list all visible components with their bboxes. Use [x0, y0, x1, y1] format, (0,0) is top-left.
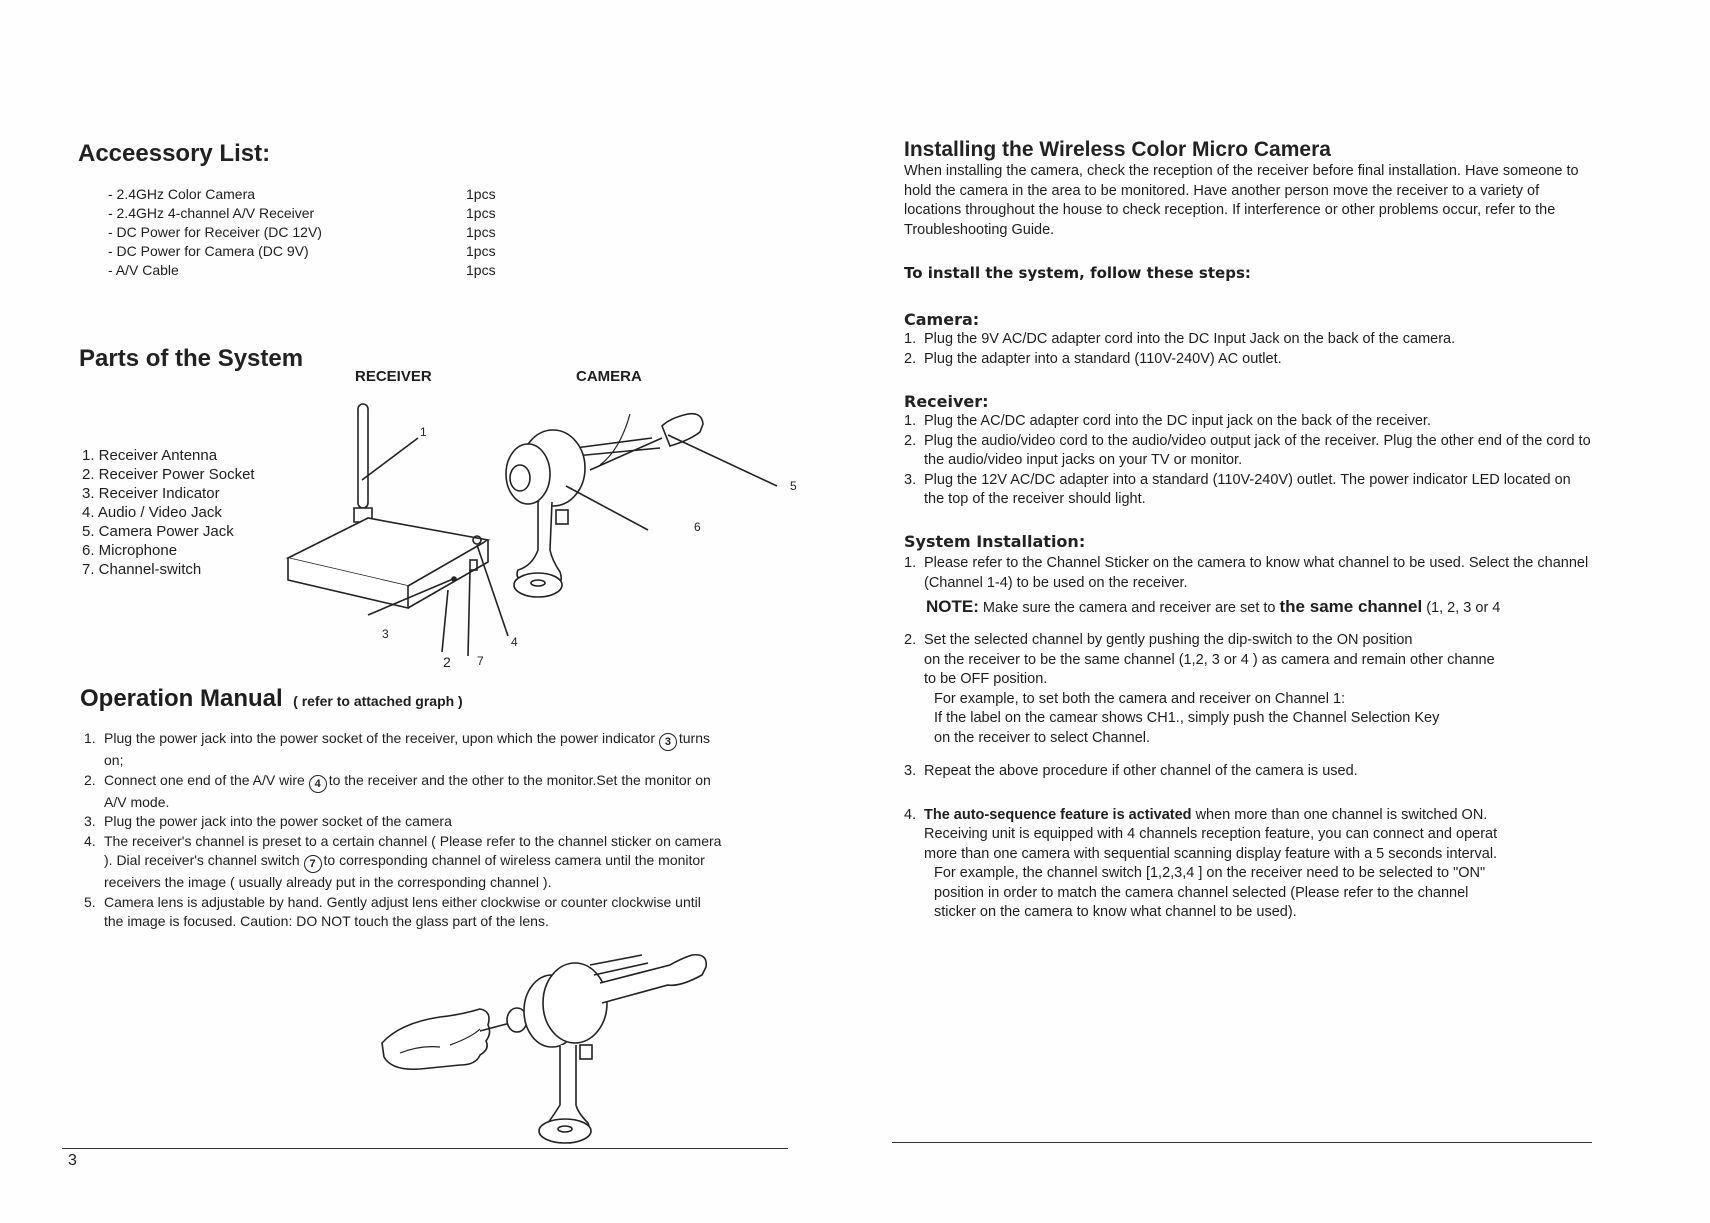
step-text: Plug the 9V AC/DC adapter cord into the DC Input Jack on the back of the camera.	[924, 331, 1456, 347]
list-item: 3. Receiver Indicator	[82, 485, 220, 502]
accessory-name: - DC Power for Camera (DC 9V)	[108, 243, 309, 259]
step-number: 4.	[904, 806, 917, 823]
step-number: 2.	[904, 350, 917, 367]
example-text: If the label on the camear shows CH1., simply push the Channel Selection Key	[934, 710, 1440, 726]
step-number: 3.	[84, 813, 96, 829]
callout-5: 5	[790, 479, 797, 493]
list-item	[904, 806, 1594, 923]
circled-number: 3	[659, 733, 677, 751]
step-text: more than one camera with sequential scanning display feature with a 5 seconds interval.	[924, 845, 1498, 862]
list-item	[904, 412, 1594, 432]
step-text: Plug the power jack into the power socket of the camera	[104, 813, 452, 829]
step-text: Plug the 12V AC/DC adapter into a standard (110V-240V) outlet. The power indicator LED located on the top of the receiver should light.	[924, 471, 1571, 507]
example-text: on the receiver to select Channel.	[934, 729, 1151, 746]
callout-4: 4	[511, 635, 518, 649]
list-item	[904, 471, 1594, 510]
step-text: when more than one channel is switched ON.	[1195, 806, 1488, 823]
lens-adjust-illustration	[380, 945, 740, 1145]
accessory-qty: 1pcs	[466, 186, 496, 202]
step-text: Receiving unit is equipped with 4 channels reception feature, you can connect and operat	[924, 826, 1498, 842]
list-item: 7. Channel-switch	[82, 561, 202, 578]
step-number: 1.	[904, 413, 917, 429]
list-item	[904, 350, 1604, 370]
list-item	[904, 432, 1594, 471]
step-number: 3.	[904, 763, 917, 779]
step-text: The receiver's channel is preset to a certain channel ( Please refer to the channel sticker on camera ). Dial receiver's channel switch	[104, 832, 722, 868]
callout-2: 2	[443, 654, 451, 670]
callout-6: 6	[694, 520, 701, 534]
list-item	[904, 330, 1604, 350]
callout-3: 3	[382, 627, 389, 641]
step-text: Set the selected channel by gently pushing the dip-switch to the ON position	[924, 632, 1413, 648]
list-item	[84, 832, 724, 893]
operation-steps	[84, 729, 724, 932]
example-text: position in order to match the camera channel selected (Please refer to the channel	[934, 884, 1469, 901]
install-intro: When installing the camera, check the reception of the receiver before final installation. Have someone to hold the camera in the area to be monitored. Have another person move the receiver to a variety of locations throughout the house to check reception. If interference or other problems occur, refer to the Troubleshooting Guide.	[904, 163, 1579, 238]
circled-number: 4	[309, 775, 327, 793]
accessory-row	[108, 223, 496, 242]
camera-drawing	[506, 414, 777, 597]
accessory-name: - 2.4GHz 4-channel A/V Receiver	[108, 205, 315, 221]
callout-1: 1	[420, 425, 427, 439]
camera-label: CAMERA	[576, 368, 642, 385]
list-item: 5. Camera Power Jack	[82, 523, 234, 540]
step-text: Connect one end of the A/V wire	[104, 771, 305, 788]
system-diagram	[270, 390, 810, 680]
step-number: 2.	[84, 771, 96, 788]
list-item	[84, 771, 724, 813]
step-text: Plug the AC/DC adapter cord into the DC input jack on the back of the receiver.	[924, 413, 1431, 429]
accessory-qty: 1pcs	[466, 262, 496, 278]
footer-rule-left	[62, 1148, 788, 1149]
parts-heading: Parts of the System	[79, 345, 304, 372]
camera-callouts	[694, 479, 797, 534]
camera-steps	[904, 330, 1604, 369]
step-text: to corresponding channel of wireless camera until the monitor receivers the image ( usually already put in the corresponding channel ).	[104, 852, 705, 890]
accessory-row	[108, 242, 496, 261]
list-item	[904, 762, 1594, 782]
step-text: on the receiver to be the same channel (1,2, 3 or 4 ) as camera and remain other channe	[924, 651, 1495, 668]
note-text: (1, 2, 3 or 4	[1426, 600, 1501, 616]
accessory-qty: 1pcs	[466, 205, 496, 221]
example-text: For example, the channel switch [1,2,3,4 ] on the receiver need to be selected to "ON"	[934, 865, 1486, 881]
step-number: 2.	[904, 632, 917, 648]
step-number: 5.	[84, 893, 96, 910]
step-text: turns on;	[104, 730, 710, 768]
list-item: 1. Receiver Antenna	[82, 447, 218, 464]
note-text: Make sure the camera and receiver are set to	[982, 600, 1276, 616]
hand-drawing	[382, 1009, 490, 1069]
note-line	[904, 597, 1594, 617]
step-text: Plug the adapter into a standard (110V-240V) AC outlet.	[924, 350, 1282, 367]
receiver-heading: Receiver:	[904, 392, 989, 411]
install-heading: Installing the Wireless Color Micro Camera	[904, 138, 1331, 161]
step-number: 1.	[904, 555, 917, 571]
step-number: 1.	[84, 730, 96, 746]
note-emphasis: the same channel	[1279, 597, 1423, 616]
camera-heading: Camera:	[904, 310, 980, 329]
system-install-body	[904, 554, 1594, 923]
step-text: Plug the power jack into the power socket of the receiver, upon which the power indicator	[104, 730, 655, 746]
operation-subheading: ( refer to attached graph )	[293, 693, 463, 709]
note-label: NOTE:	[926, 597, 979, 616]
list-item	[84, 812, 724, 832]
list-item: 4. Audio / Video Jack	[82, 504, 222, 521]
example-text: sticker on the camera to know what channel to be used).	[934, 904, 1297, 920]
step-number: 2.	[904, 432, 917, 449]
receiver-label: RECEIVER	[355, 368, 432, 385]
receiver-antenna-drawing	[354, 404, 372, 522]
accessory-name: - A/V Cable	[108, 262, 179, 278]
step-text: Please refer to the Channel Sticker on the camera to know what channel to be used. Select the channel (Channel 1-4) to be used on the receiver.	[924, 555, 1589, 591]
accessory-row	[108, 185, 496, 204]
list-item	[84, 729, 724, 771]
step-number: 4.	[84, 832, 96, 849]
example-text: For example, to set both the camera and receiver on Channel 1:	[934, 690, 1346, 707]
accessory-row	[108, 261, 496, 280]
step-number: 3.	[904, 471, 917, 488]
receiver-steps	[904, 412, 1594, 510]
receiver-drawing	[288, 518, 488, 608]
step-emphasis: The auto-sequence feature is activated	[924, 806, 1192, 823]
accessory-heading: Acceessory List:	[78, 140, 271, 167]
callout-7: 7	[477, 654, 484, 668]
page-number: 3	[68, 1152, 77, 1169]
list-item: 6. Microphone	[82, 542, 178, 559]
step-text: Plug the audio/video cord to the audio/video output jack of the receiver. Plug the other end of the cord to the audio/video input jacks on your TV or monitor.	[924, 432, 1591, 468]
accessory-name: - 2.4GHz Color Camera	[108, 186, 256, 202]
step-number: 1.	[904, 331, 917, 347]
accessory-list	[108, 185, 496, 280]
circled-number: 7	[304, 855, 322, 873]
system-install-heading: System Installation:	[904, 532, 1086, 551]
step-text: Repeat the above procedure if other channel of the camera is used.	[924, 763, 1358, 779]
accessory-row	[108, 204, 496, 223]
steps-heading: To install the system, follow these steps:	[904, 264, 1251, 282]
accessory-name: - DC Power for Receiver (DC 12V)	[108, 224, 322, 240]
list-item	[904, 554, 1594, 593]
operation-heading-row	[80, 685, 463, 713]
parts-list	[82, 446, 255, 579]
list-item	[84, 893, 724, 932]
step-text: to be OFF position.	[924, 671, 1048, 687]
list-item	[904, 631, 1594, 748]
operation-heading: Operation Manual	[80, 685, 283, 712]
list-item: 2. Receiver Power Socket	[82, 466, 255, 483]
accessory-qty: 1pcs	[466, 224, 496, 240]
footer-rule-right	[892, 1142, 1592, 1143]
step-text: Camera lens is adjustable by hand. Gently adjust lens either clockwise or counter clockwise until the image is focused. Caution: DO NOT touch the glass part of the lens.	[104, 893, 701, 929]
step-text: to the receiver and the other to the monitor.Set the monitor on A/V mode.	[104, 771, 711, 810]
accessory-qty: 1pcs	[466, 243, 496, 259]
